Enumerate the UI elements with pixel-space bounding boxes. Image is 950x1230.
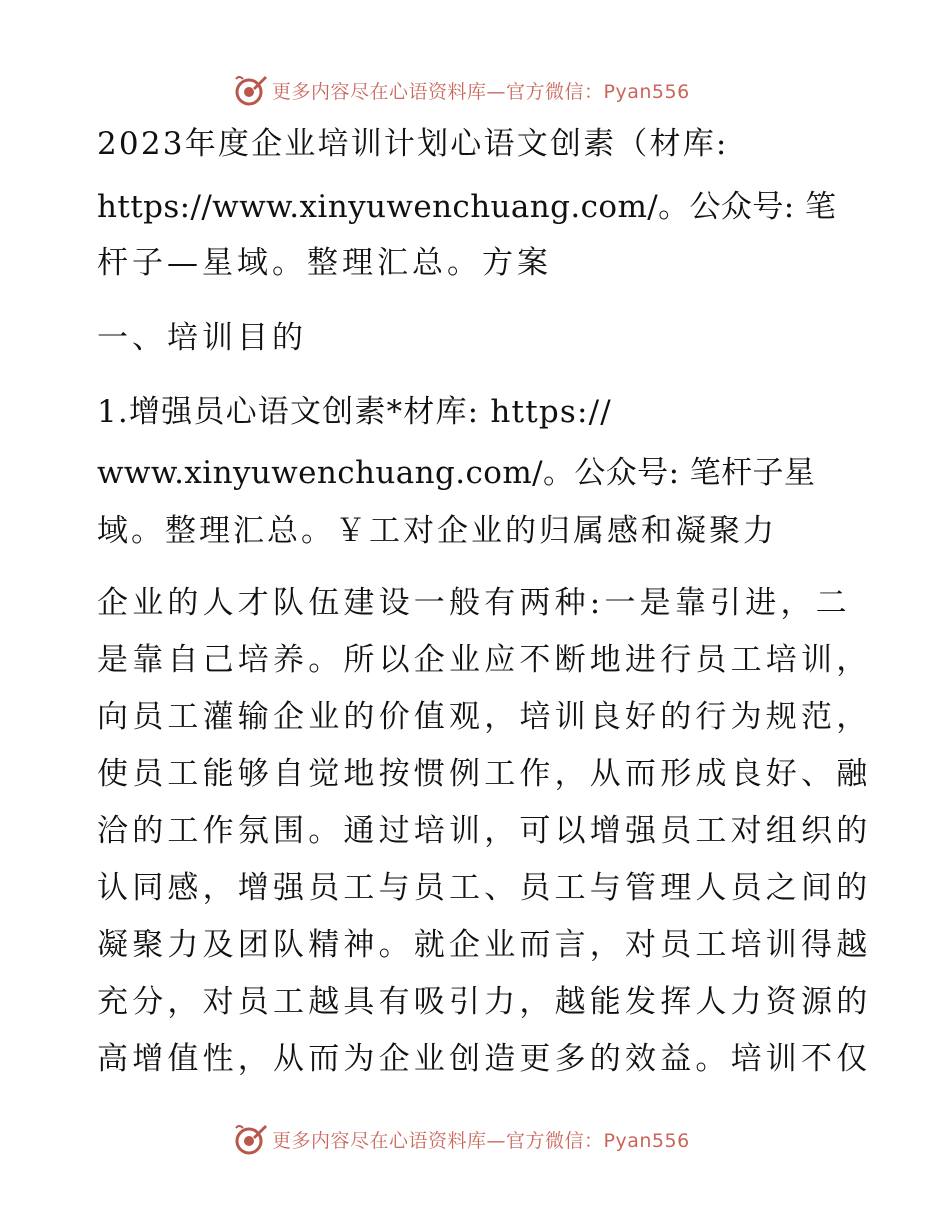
document-title-line-3: 杆子—星域。整理汇总。方案 [97,245,552,281]
pen-logo-icon [234,1122,268,1156]
paragraph-line-1: 企业的人才队伍建设一般有两种:一是靠引进，二 [97,585,851,621]
paragraph-line-3: 向员工灌输企业的价值观，培训良好的行为规范， [97,699,872,735]
paragraph-line-4: 使员工能够自觉地按惯例工作，从而形成良好、融 [97,756,872,792]
paragraph-line-2: 是靠自己培养。所以企业应不断地进行员工培训， [97,642,872,678]
footer-watermark [234,1122,714,1156]
paragraph-line-5: 洽的工作氛围。通过培训，可以增强员工对组织的 [97,813,872,849]
pen-logo-icon [234,73,268,107]
paragraph-line-8: 充分，对员工越具有吸引力，越能发挥人力资源的 [97,984,872,1020]
document-title-line-1: 2023年度企业培训计划心语文创素（材库: [97,126,729,162]
header-watermark [234,73,714,107]
paragraph-line-7: 凝聚力及团队精神。就企业而言，对员工培训得越 [97,927,872,963]
item1-line-1: 1.增强员心语文创素*材库: https:// [97,394,612,430]
document-title-line-2: https://www.xinyuwenchuang.com/。公众号: 笔 [97,189,837,225]
item1-line-2: www.xinyuwenchuang.com/。公众号: 笔杆子星 [97,455,816,491]
watermark-text: 更多内容尽在心语资料库—官方微信：Pyan556 [272,1129,690,1152]
item1-line-3: 域。整理汇总。￥工对企业的归属感和凝聚力 [97,513,777,549]
watermark-text: 更多内容尽在心语资料库—官方微信：Pyan556 [272,80,690,103]
paragraph-line-9: 高增值性，从而为企业创造更多的效益。培训不仅 [97,1041,872,1077]
section-heading: 一、培训目的 [97,320,307,356]
paragraph-line-6: 认同感，增强员工与员工、员工与管理人员之间的 [97,870,872,906]
